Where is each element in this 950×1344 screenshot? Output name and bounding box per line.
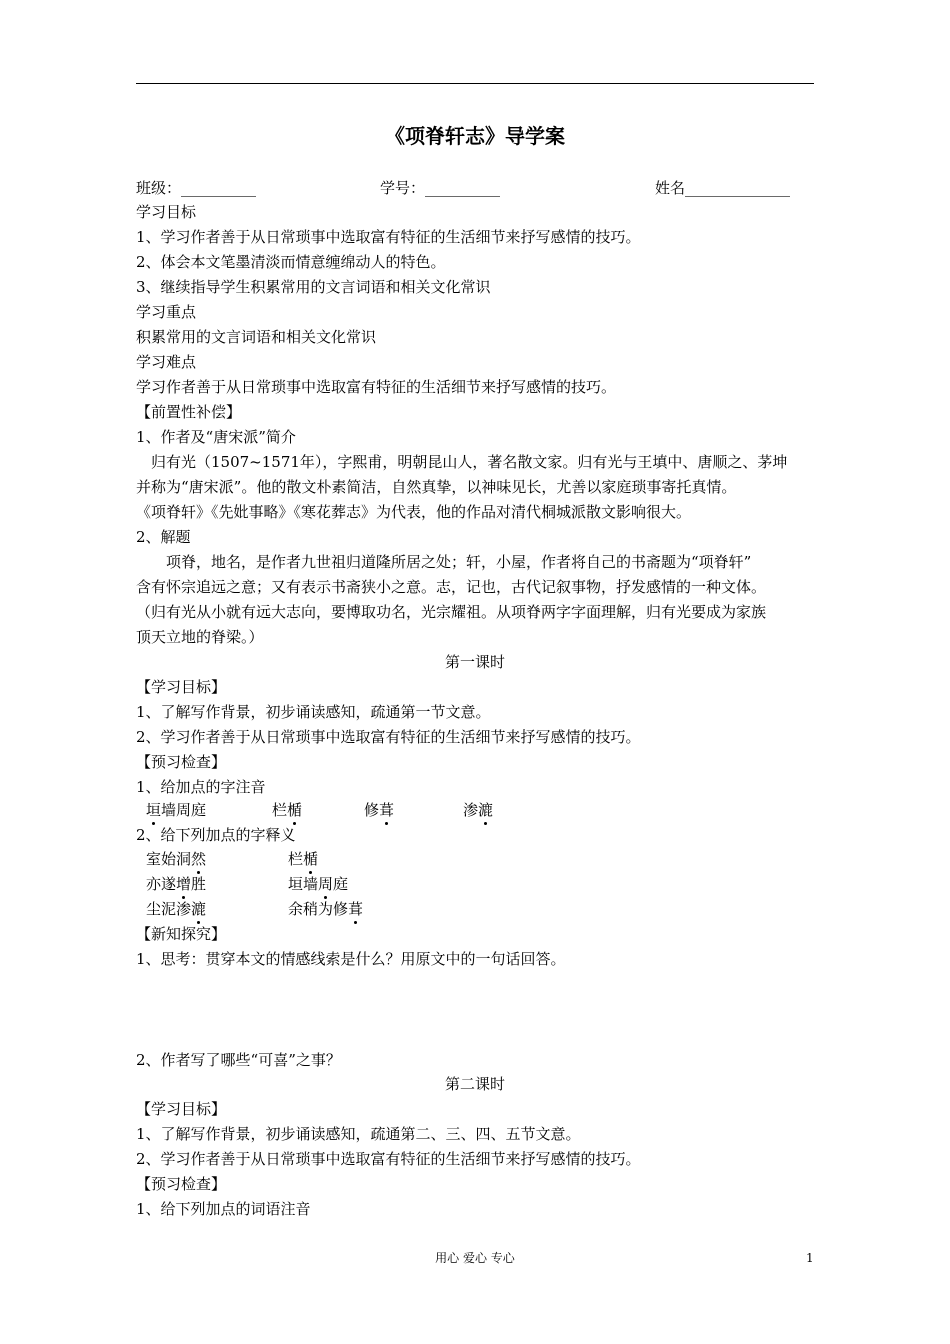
focus-line: 积累常用的文言词语和相关文化常识 <box>136 328 377 346</box>
lesson2-q1: 1、给下列加点的词语注音 <box>136 1200 311 1218</box>
lesson1-preview-label: 【预习检查】 <box>136 753 227 771</box>
lesson2-preview-label: 【预习检查】 <box>136 1175 227 1193</box>
lesson1-goal-2: 2、学习作者善于从日常琐事中选取富有特征的生活细节来抒写感情的技巧。 <box>136 728 641 746</box>
lesson1-explore-q1: 1、思考：贯穿本文的情感线索是什么？用原文中的一句话回答。 <box>136 950 566 968</box>
lesson1-explore-label: 【新知探究】 <box>136 925 227 943</box>
author-intro-line-2: 并称为“唐宋派”。他的散文朴素简洁，自然真挚，以神味见长，尤善以家庭琐事寄托真情。 <box>136 478 737 496</box>
page-footer: 用心 爱心 专心 <box>435 1251 515 1265</box>
pinyin-word: 修葺 <box>364 801 395 819</box>
pinyin-word: 栏楯 <box>272 801 303 819</box>
goal-line-3: 3、继续指导学生积累常用的文言词语和相关文化常识 <box>136 278 491 296</box>
lesson1-heading: 第一课时 <box>444 653 505 671</box>
pinyin-word: 渗漉 <box>463 801 494 819</box>
section-heading-difficulty: 学习难点 <box>136 353 197 371</box>
title-explain-heading: 2、解题 <box>136 528 191 546</box>
lesson2-goal-2: 2、学习作者善于从日常琐事中选取富有特征的生活细节来抒写感情的技巧。 <box>136 1150 641 1168</box>
header-rule <box>136 83 814 84</box>
lesson1-q2: 2、给下列加点的字释义 <box>136 826 296 844</box>
author-intro-line-1: 归有光（1507~1571年），字熙甫，明朝昆山人，著名散文家。归有光与王填中、唐顺之、茅坤 <box>136 453 788 471</box>
title-explain-line-3: （归有光从小就有远大志向，要博取功名，光宗耀祖。从项脊两字字面理解，归有光要成为家族 <box>136 603 767 621</box>
author-intro-line-3: 《项脊轩》《先妣事略》《寒花葬志》为代表，他的作品对清代桐城派散文影响很大。 <box>136 503 692 521</box>
goal-line-1: 1、学习作者善于从日常琐事中选取富有特征的生活细节来抒写感情的技巧。 <box>136 228 641 246</box>
lesson1-q1: 1、给加点的字注音 <box>136 778 266 796</box>
lesson1-goals-label: 【学习目标】 <box>136 678 227 696</box>
title-explain-line-4: 顶天立地的脊梁。） <box>136 628 264 646</box>
meaning-word: 亦遂增胜 <box>146 875 207 893</box>
section-heading-focus: 学习重点 <box>136 303 197 321</box>
pinyin-word: 垣墙周庭 <box>146 801 207 819</box>
lesson1-explore-q2: 2、作者写了哪些“可喜”之事？ <box>136 1051 341 1069</box>
lesson2-goal-1: 1、了解写作背景，初步诵读感知，疏通第二、三、四、五节文意。 <box>136 1125 581 1143</box>
meaning-word: 栏楯 <box>288 850 319 868</box>
goal-line-2: 2、体会本文笔墨清淡而情意缠绵动人的特色。 <box>136 253 446 271</box>
meaning-word: 尘泥渗漉 <box>146 900 207 918</box>
lesson1-goal-1: 1、了解写作背景，初步诵读感知，疏通第一节文意。 <box>136 703 491 721</box>
difficulty-line: 学习作者善于从日常琐事中选取富有特征的生活细节来抒写感情的技巧。 <box>136 378 617 396</box>
emphasis-dot <box>191 899 206 919</box>
name-field: 姓名______________ <box>655 179 791 197</box>
emphasis-dot <box>303 849 318 869</box>
emphasis-dot <box>176 874 191 894</box>
title-explain-line-2: 含有怀宗追远之意；又有表示书斋狭小之意。志，记也，古代记叙事物，抒发感情的一种文体。 <box>136 578 767 596</box>
page-title: 《项脊轩志》导学案 <box>385 124 565 148</box>
author-intro-heading: 1、作者及“唐宋派”简介 <box>136 428 296 446</box>
emphasis-dot <box>146 800 161 820</box>
emphasis-dot <box>379 800 394 820</box>
emphasis-dot <box>348 899 363 919</box>
meaning-word: 余稍为修葺 <box>288 900 364 918</box>
title-explain-line-1: 项脊，地名，是作者九世祖归道隆所居之处；轩，小屋，作者将自己的书斋题为“项脊轩” <box>136 553 752 571</box>
emphasis-dot <box>191 849 206 869</box>
student-id-field: 学号：__________ <box>380 179 501 197</box>
lesson2-heading: 第二课时 <box>444 1075 505 1093</box>
emphasis-dot <box>318 874 333 894</box>
meaning-word: 垣墙周庭 <box>288 875 349 893</box>
emphasis-dot <box>478 800 493 820</box>
section-heading-goals: 学习目标 <box>136 203 197 221</box>
section-heading-prereq: 【前置性补偿】 <box>136 403 242 421</box>
emphasis-dot <box>287 800 302 820</box>
lesson2-goals-label: 【学习目标】 <box>136 1100 227 1118</box>
page-number: 1 <box>806 1251 814 1265</box>
class-field: 班级：__________ <box>136 179 257 197</box>
meaning-word: 室始洞然 <box>146 850 207 868</box>
